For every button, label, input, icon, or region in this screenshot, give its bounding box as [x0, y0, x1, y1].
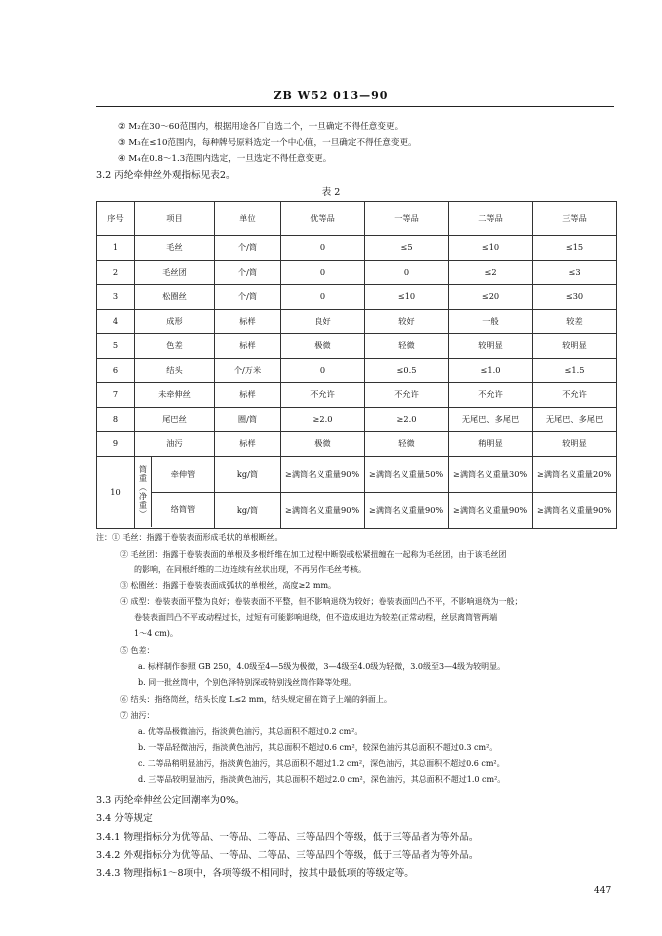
header-cell: 序号	[97, 202, 135, 236]
table-cell: 较好	[365, 309, 449, 334]
table-cell: 标样	[215, 334, 281, 359]
table-cell: 一般	[449, 309, 533, 334]
table-cell: 无尾巴、多尾巴	[449, 407, 533, 432]
header-cell: 二等品	[449, 202, 533, 236]
table-cell: 7	[97, 383, 135, 408]
table-cell: ≥满筒名义重量50%	[365, 456, 449, 492]
section-3-4-2: 3.4.2 外观指标分为优等品、一等品、二等品、三等品四个等级，低于三等品者为等外品。	[96, 850, 479, 861]
table-cell: ≤2	[449, 260, 533, 285]
table-cell: 不允许	[533, 383, 617, 408]
page-number: 447	[594, 886, 612, 896]
table-cell: 毛丝	[135, 236, 215, 261]
table-cell: ≤1.0	[449, 358, 533, 383]
table-header-row	[97, 202, 617, 236]
table-cell: ≥满筒名义重量90%	[533, 492, 617, 528]
table-cell: 0	[365, 260, 449, 285]
table-cell: 油污	[135, 432, 215, 457]
table-cell: ≤10	[449, 236, 533, 261]
table-cell: 轻微	[365, 334, 449, 359]
table-cell: 3	[97, 285, 135, 310]
note-7: ⑦ 油污：	[120, 711, 155, 720]
document-header: ZB W52 013—90	[273, 89, 389, 102]
table-cell: 5	[97, 334, 135, 359]
table-cell: 较明显	[533, 334, 617, 359]
section-3-4-1: 3.4.1 物理指标分为优等品、一等品、二等品、三等品四个等级，低于三等品者为等外品。	[96, 832, 479, 843]
note-7c: c. 二等品稍明显油污，指淡黄色油污，其总面积不超过1.2 cm²，深色油污，其总面积不超过0.6 cm²。	[138, 759, 505, 768]
table-cell: ≥满筒名义重量90%	[281, 492, 365, 528]
note-3: ③ 松圈丝：指露于卷装表面成弧状的单根丝，高度≥2 mm。	[120, 581, 337, 590]
table-cell: 6	[97, 358, 135, 383]
section-3-3: 3.3 丙纶牵伸丝公定回潮率为0%。	[96, 795, 245, 806]
table-cell: 0	[281, 236, 365, 261]
table-cell: 标样	[215, 309, 281, 334]
table-cell: 标样	[215, 383, 281, 408]
header-cell: 优等品	[281, 202, 365, 236]
table-cell: ≤3	[533, 260, 617, 285]
header-rule	[96, 106, 614, 107]
note-6: ⑥ 结头：指络筒丝，结头长度 L≤2 mm，结头规定留在筒子上端的斜面上。	[120, 695, 392, 704]
table-cell: 个/万米	[215, 358, 281, 383]
intro-item-2: ② M₂在30～60范围内，根据用途各厂自选二个，一旦确定不得任意变更。	[118, 122, 404, 132]
table-cell: 较差	[533, 309, 617, 334]
table-cell: 色差	[135, 334, 215, 359]
table-cell: 个/筒	[215, 285, 281, 310]
note-5b: b. 同一批丝筒中，个别色泽特别深或特别浅丝筒作降等处理。	[138, 678, 357, 687]
table-cell: ≤20	[449, 285, 533, 310]
table-cell: ≥满筒名义重量30%	[449, 456, 533, 492]
row10-group-cell	[135, 457, 152, 527]
table-cell: 9	[97, 432, 135, 457]
table-caption: 表 2	[321, 187, 341, 198]
table-row	[97, 407, 617, 432]
table-cell: 极微	[281, 334, 365, 359]
note-7b: b. 一等品轻微油污，指淡黄色油污，其总面积不超过0.6 cm²，较深色油污其总面积不超过0.3 cm²。	[138, 743, 498, 752]
note-5: ⑤ 色差：	[120, 646, 155, 655]
table-cell: 毛丝团	[135, 260, 215, 285]
table-row	[97, 260, 617, 285]
row10-sub-item-2: 络筒管	[170, 504, 196, 515]
table-row	[97, 358, 617, 383]
row10-item-inner	[135, 457, 214, 527]
table-cell: ≥满筒名义重量20%	[533, 456, 617, 492]
table-cell: 极微	[281, 432, 365, 457]
table-2	[96, 201, 617, 529]
table-cell: 稍明显	[449, 432, 533, 457]
header-cell: 三等品	[533, 202, 617, 236]
table-cell: 轻微	[365, 432, 449, 457]
table-cell: 个/筒	[215, 260, 281, 285]
table-cell: 1	[97, 236, 135, 261]
note-7d: d. 三等品较明显油污，指淡黄色油污，其总面积不超过2.0 cm²，深色油污，其总面积不超过1.0 cm²。	[138, 775, 506, 784]
table-cell: 未牵伸丝	[135, 383, 215, 408]
table-row	[97, 334, 617, 359]
table-cell: 不允许	[281, 383, 365, 408]
table-cell: ≥2.0	[281, 407, 365, 432]
row10-number: 10	[97, 456, 135, 528]
table-cell: 0	[281, 285, 365, 310]
note-4-line-1: ④ 成型：卷装表面平整为良好；卷装表面不平整，但不影响退绕为较好；卷装表面凹凸不平，不影响退绕为一般；	[120, 597, 523, 606]
table-row	[97, 285, 617, 310]
table-cell: 无尾巴、多尾巴	[533, 407, 617, 432]
row10-item-group	[135, 456, 215, 528]
table-cell: 2	[97, 260, 135, 285]
table-row	[97, 309, 617, 334]
table-cell: 较明显	[449, 334, 533, 359]
table-cell: 个/筒	[215, 236, 281, 261]
table-cell: ≥满筒名义重量90%	[281, 456, 365, 492]
table-cell: 标样	[215, 432, 281, 457]
table-cell: 圈/筒	[215, 407, 281, 432]
table-cell: ≥满筒名义重量90%	[365, 492, 449, 528]
table-cell: ≤1.5	[533, 358, 617, 383]
note-4-line-2: 卷装表面凹凸不平或动程过长，过短有可能影响退绕，但不造成退边为较差(正常动程，丝层离筒管两端	[134, 613, 498, 622]
note-1: 注：① 毛丝：指露于卷装表面形成毛状的单根断丝。	[96, 533, 283, 542]
note-2-line-1: ② 毛丝团：指露于卷装表面的单根及多根纤维在加工过程中断裂或松紧扭缠在一起称为毛丝团，由于该毛丝团	[120, 550, 507, 559]
table-cell: 成形	[135, 309, 215, 334]
row10-sub-items	[152, 457, 214, 527]
section-3-4: 3.4 分等规定	[96, 813, 153, 824]
table-cell: ≥2.0	[365, 407, 449, 432]
table-cell: 0	[281, 358, 365, 383]
table-cell: 尾巴丝	[135, 407, 215, 432]
intro-item-3: ③ M₃在≤10范围内，每种牌号原料选定一个中心值，一旦确定不得任意变更。	[118, 138, 417, 148]
table-cell: ≤5	[365, 236, 449, 261]
header-cell: 单位	[215, 202, 281, 236]
table-cell: ≤15	[533, 236, 617, 261]
table-cell: ≤30	[533, 285, 617, 310]
table-cell: ≤0.5	[365, 358, 449, 383]
table-row	[97, 432, 617, 457]
table-cell: 松圈丝	[135, 285, 215, 310]
row10-sub-item-1: 牵伸管	[152, 457, 214, 493]
table-cell: kg/筒	[215, 456, 281, 492]
table-cell: ≤10	[365, 285, 449, 310]
section-3-4-3: 3.4.3 物理指标1～8项中，各项等级不相同时，按其中最低项的等级定等。	[96, 868, 414, 879]
table-cell: 结头	[135, 358, 215, 383]
table-cell: ≥满筒名义重量90%	[449, 492, 533, 528]
note-5a: a. 标样制作参照 GB 250，4.0级至4—5级为极微，3—4级至4.0级为轻微，3.0级至3—4级为较明显。	[138, 662, 506, 671]
note-4-line-3: 1～4 cm)。	[134, 629, 178, 638]
row10-group-label: 筒重（净重）	[138, 465, 148, 519]
table-cell: 4	[97, 309, 135, 334]
intro-item-4: ④ M₄在0.8～1.3范围内选定，一旦选定不得任意变更。	[118, 154, 332, 164]
header-cell: 一等品	[365, 202, 449, 236]
table-cell: 良好	[281, 309, 365, 334]
note-2-line-2: 的影响，在同根纤维的二边连续有丝状出现，不再另作毛丝考核。	[134, 565, 366, 574]
table-cell: 0	[281, 260, 365, 285]
table-cell: kg/筒	[215, 492, 281, 528]
table-cell: 不允许	[365, 383, 449, 408]
section-3-2: 3.2 丙纶牵伸丝外观指标见表2。	[96, 170, 236, 181]
table-row-10a	[97, 456, 617, 492]
table-cell: 不允许	[449, 383, 533, 408]
table-row	[97, 383, 617, 408]
table-row	[97, 236, 617, 261]
table-cell: 8	[97, 407, 135, 432]
table-cell: 较明显	[533, 432, 617, 457]
note-7a: a. 优等品极微油污，指淡黄色油污，其总面积不超过0.2 cm²。	[138, 727, 363, 736]
header-cell: 项目	[135, 202, 215, 236]
